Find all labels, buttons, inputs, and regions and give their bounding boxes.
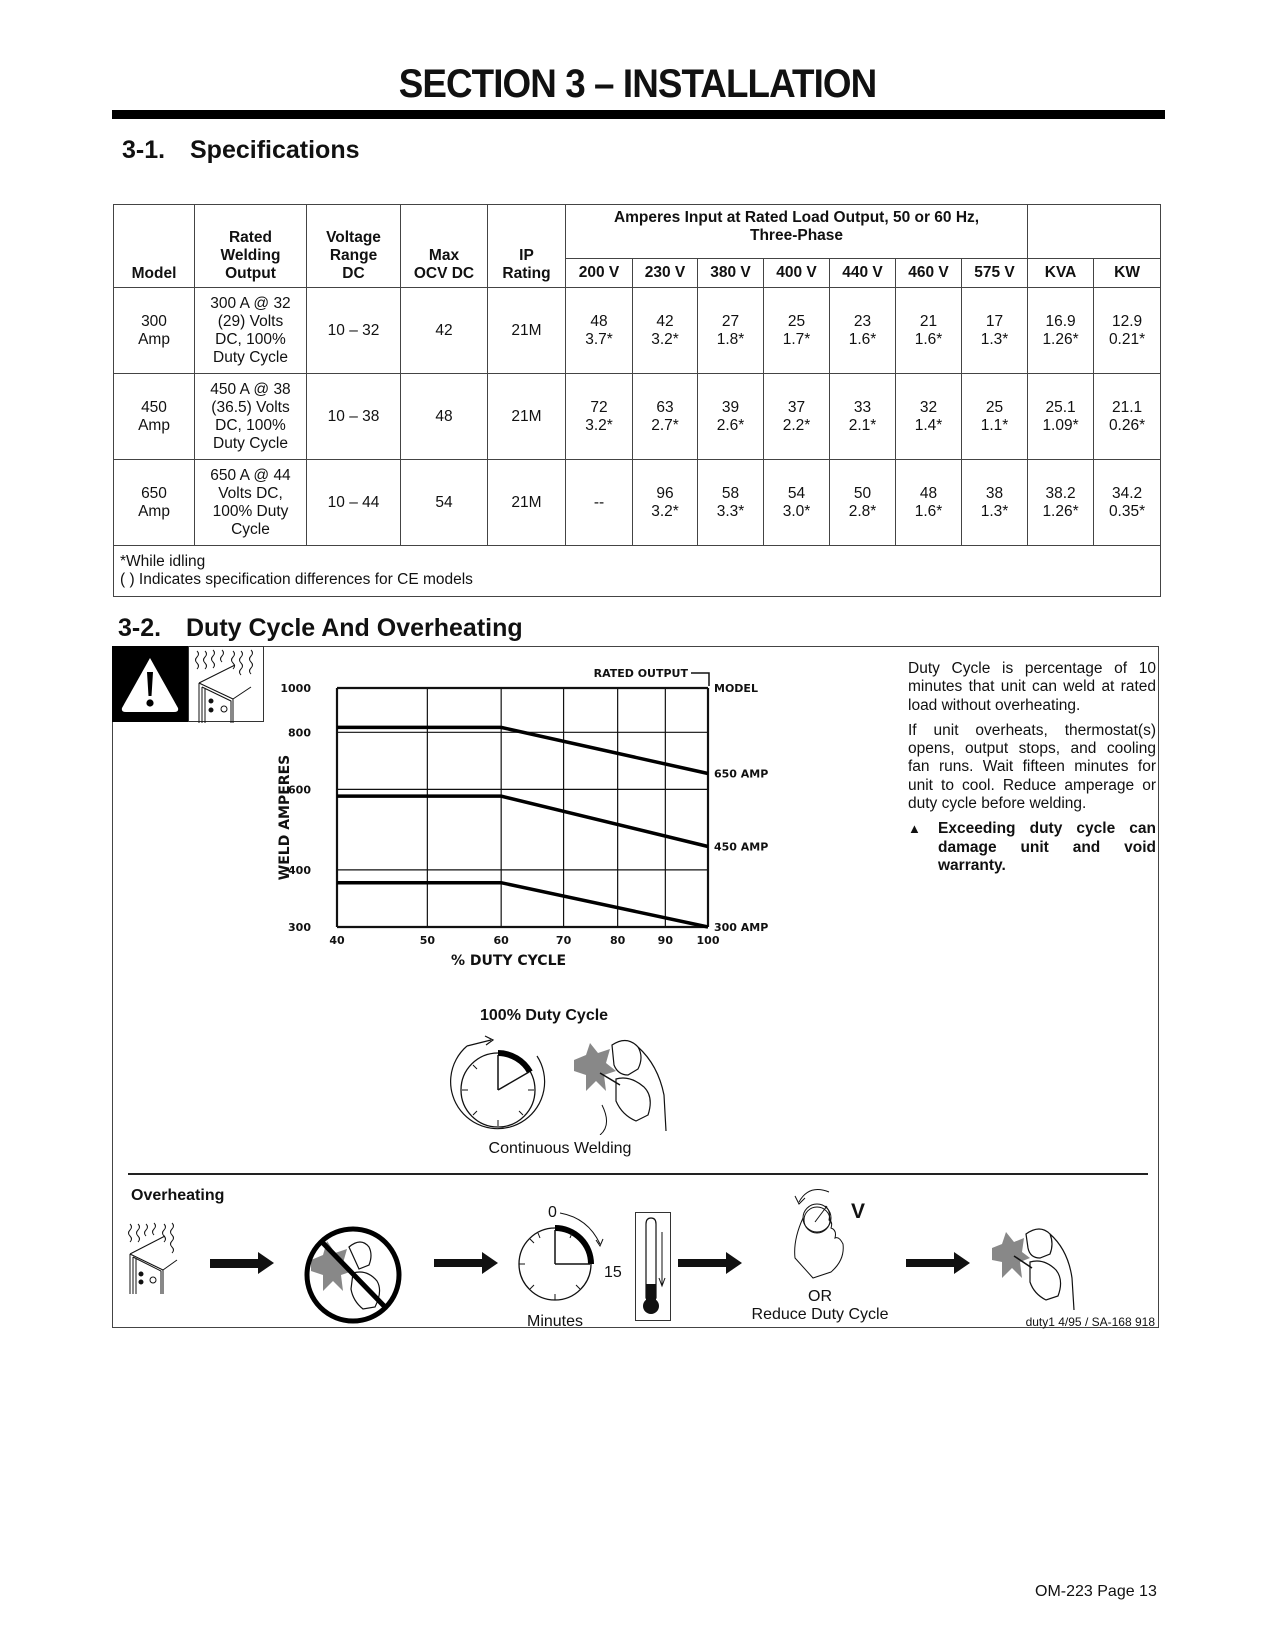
y-tick-label: 400 (288, 863, 311, 877)
cell-amperes: 63 2.7* (633, 374, 698, 460)
header-voltage-5: 460 V (896, 259, 962, 288)
x-tick-label: 60 (493, 934, 509, 947)
series-line (337, 883, 708, 927)
header-rated-output: Rated Welding Output (195, 205, 307, 288)
continuous-welding-caption: Continuous Welding (488, 1140, 632, 1157)
specifications-table (113, 204, 1161, 597)
arrow-right-icon (906, 1250, 972, 1276)
page-number: OM-223 Page 13 (1035, 1583, 1157, 1600)
header-voltage-6: 575 V (962, 259, 1028, 288)
series-line (337, 727, 708, 773)
table-footnotes (114, 546, 1161, 597)
cell-voltage-range: 10 – 38 (307, 374, 401, 460)
header-amperes-group: Amperes Input at Rated Load Output, 50 or 60 Hz, Three-Phase (566, 205, 1028, 259)
cell-ip-rating: 21M (488, 288, 566, 374)
overheating-label: Overheating (131, 1187, 225, 1204)
duty-number: 3-2. (118, 614, 162, 642)
cell-amperes: 96 3.2* (633, 460, 698, 546)
timer-continuous-icon (445, 1030, 555, 1140)
cell-ip-rating: 21M (488, 374, 566, 460)
header-voltage-0: 200 V (566, 259, 633, 288)
duty-definition: Duty Cycle is percentage of 10 minutes that unit can weld at rated load without overheating. (908, 660, 1156, 714)
y-tick-label: 300 (288, 921, 311, 934)
cell-amperes: 17 1.3* (962, 288, 1028, 374)
warning-text: Exceeding duty cycle can damage unit and void warranty. (938, 820, 1156, 874)
figure-reference: duty1 4/95 / SA-168 918 (1025, 1315, 1155, 1329)
overheat-explanation: If unit overheats, thermostat(s) opens, output stops, and cooling fan runs. Wait fifteen minutes for unit to cool. Reduce amperage or duty cycle before welding. (908, 721, 1156, 813)
cell-amperes: 32 1.4* (896, 374, 962, 460)
section-title: SECTION 3 – INSTALLATION (398, 62, 877, 106)
cell-amperes: 39 2.6* (698, 374, 764, 460)
cell-rated-output: 300 A @ 32 (29) Volts DC, 100% Duty Cycle (195, 288, 307, 374)
header-voltage-7: KVA (1028, 259, 1094, 288)
x-tick-label: 90 (657, 934, 673, 947)
thermometer-icon (635, 1212, 671, 1322)
cell-voltage-range: 10 – 32 (307, 288, 401, 374)
cell-amperes: 42 3.2* (633, 288, 698, 374)
cell-amperes: 27 1.8* (698, 288, 764, 374)
cell-amperes: 21 1.6* (896, 288, 962, 374)
full-duty-title: 100% Duty Cycle (480, 1007, 609, 1024)
arrow-right-icon (210, 1250, 276, 1276)
cell-amperes: 12.9 0.21* (1094, 288, 1161, 374)
header-voltage-4: 440 V (830, 259, 896, 288)
x-tick-label: 40 (329, 934, 345, 947)
svg-text:MODEL: MODEL (714, 682, 758, 695)
svg-text:WELD AMPERES: WELD AMPERES (277, 754, 293, 881)
series-line (337, 796, 708, 846)
title-rule (112, 110, 1165, 119)
warning-triangle-icon (112, 646, 188, 722)
cell-amperes: 50 2.8* (830, 460, 896, 546)
cell-amperes: 48 3.7* (566, 288, 633, 374)
cell-amperes: 34.2 0.35* (1094, 460, 1161, 546)
series-label: 650 AMP (714, 767, 769, 781)
header-voltage-1: 230 V (633, 259, 698, 288)
or-label: OR (808, 1288, 832, 1305)
specs-heading (122, 136, 360, 165)
cell-amperes: -- (566, 460, 633, 546)
cell-max-ocv: 42 (401, 288, 488, 374)
timer-end-label: 15 (604, 1264, 622, 1281)
duty-cycle-chart (270, 655, 830, 985)
header-voltage-8: KW (1094, 259, 1161, 288)
cell-max-ocv: 54 (401, 460, 488, 546)
overheat-unit-icon (127, 1222, 197, 1294)
duty-description (908, 660, 1156, 875)
footnote-idling: *While idling (120, 553, 206, 570)
cell-amperes: 54 3.0* (764, 460, 830, 546)
svg-text:% DUTY CYCLE: % DUTY CYCLE (450, 953, 567, 969)
cell-amperes: 23 1.6* (830, 288, 896, 374)
svg-text:RATED OUTPUT: RATED OUTPUT (593, 667, 688, 680)
cell-amperes: 16.9 1.26* (1028, 288, 1094, 374)
cell-amperes: 25.1 1.09* (1028, 374, 1094, 460)
cell-rated-output: 450 A @ 38 (36.5) Volts DC, 100% Duty Cycle (195, 374, 307, 460)
welder-icon (990, 1222, 1080, 1312)
no-welding-icon (303, 1225, 403, 1325)
cell-amperes: 21.1 0.26* (1094, 374, 1161, 460)
x-tick-label: 100 (696, 934, 720, 947)
header-voltage-3: 400 V (764, 259, 830, 288)
series-label: 450 AMP (714, 840, 769, 854)
cell-amperes: 38.2 1.26* (1028, 460, 1094, 546)
minutes-label: Minutes (526, 1313, 584, 1330)
cell-amperes: 38 1.3* (962, 460, 1028, 546)
cell-model: 450 Amp (114, 374, 195, 460)
footnote-ce: ( ) Indicates specification differences for CE models (120, 571, 473, 588)
cell-model: 650 Amp (114, 460, 195, 546)
y-tick-label: 1000 (280, 682, 311, 695)
cell-amperes: 72 3.2* (566, 374, 633, 460)
cell-amperes: 25 1.7* (764, 288, 830, 374)
header-ip-rating: IP Rating (488, 205, 566, 288)
overheat-unit-icon (188, 646, 264, 722)
reduce-duty-label: Reduce Duty Cycle (751, 1306, 889, 1323)
header-model: Model (114, 205, 195, 288)
x-tick-label: 50 (419, 934, 436, 947)
cell-amperes: 33 2.1* (830, 374, 896, 460)
header-power-group (1028, 205, 1161, 259)
cell-amperes: 37 2.2* (764, 374, 830, 460)
specs-number: 3-1. (122, 136, 166, 164)
cell-model: 300 Amp (114, 288, 195, 374)
x-tick-label: 70 (555, 934, 572, 947)
cell-amperes: 58 3.3* (698, 460, 764, 546)
arrow-right-icon (434, 1250, 500, 1276)
duty-heading (118, 614, 523, 643)
cell-amperes: 25 1.1* (962, 374, 1028, 460)
header-voltage-2: 380 V (698, 259, 764, 288)
table-row (114, 288, 1161, 374)
duty-title: Duty Cycle And Overheating (186, 614, 523, 642)
y-tick-label: 800 (288, 726, 311, 740)
cell-max-ocv: 48 (401, 374, 488, 460)
section-divider (128, 1173, 1148, 1175)
y-tick-label: 600 (288, 783, 311, 797)
specs-title: Specifications (190, 136, 360, 164)
series-label: 300 AMP (714, 921, 769, 934)
table-row (114, 374, 1161, 460)
x-tick-label: 80 (609, 934, 626, 947)
cell-rated-output: 650 A @ 44 Volts DC, 100% Duty Cycle (195, 460, 307, 546)
voltage-symbol: V (851, 1200, 866, 1223)
table-row (114, 460, 1161, 546)
adjust-knob-icon (785, 1180, 855, 1280)
cell-ip-rating: 21M (488, 460, 566, 546)
arrow-right-icon (678, 1250, 744, 1276)
warning-note (908, 820, 1156, 875)
timer-icon (510, 1208, 620, 1318)
welder-welding-icon (572, 1035, 672, 1135)
cell-voltage-range: 10 – 44 (307, 460, 401, 546)
header-voltage-range: Voltage Range DC (307, 205, 401, 288)
cell-amperes: 48 1.6* (896, 460, 962, 546)
warning-bullet-icon: ▲ (908, 821, 921, 837)
header-max-ocv: Max OCV DC (401, 205, 488, 288)
timer-start-label: 0 (548, 1204, 557, 1221)
